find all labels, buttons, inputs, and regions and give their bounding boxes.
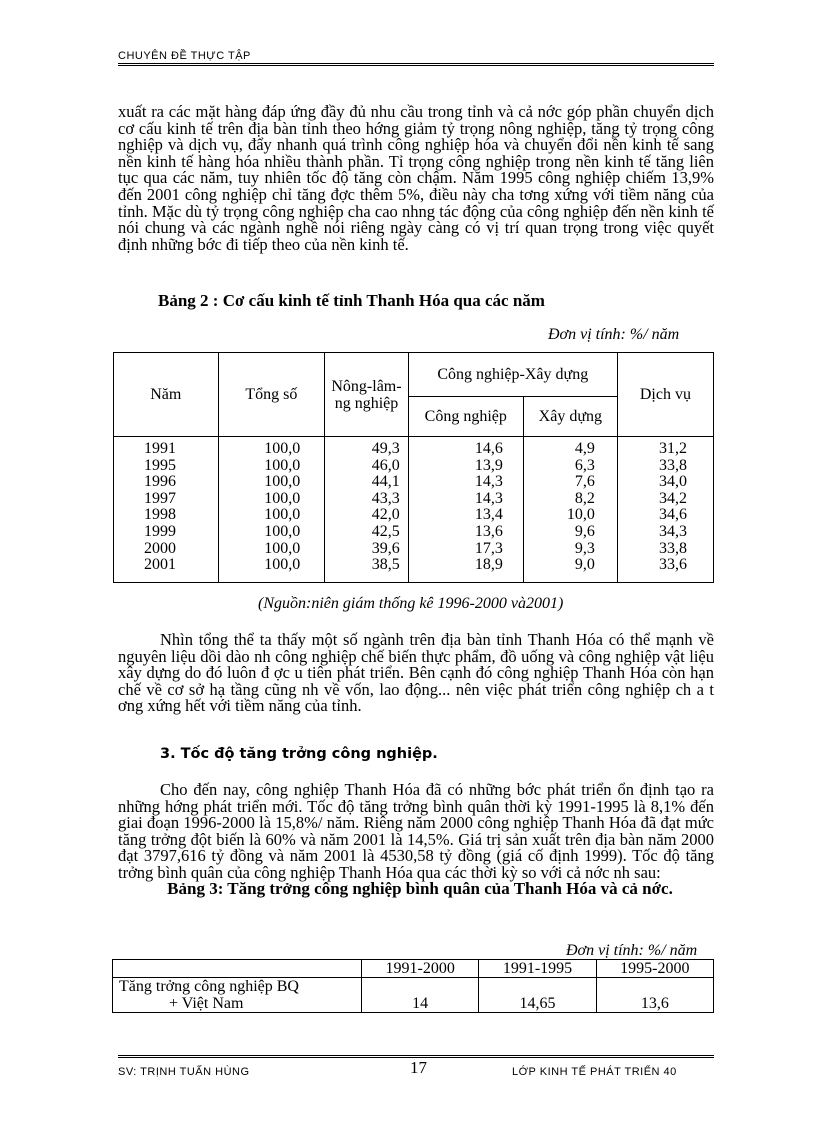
paragraph-1	[118, 104, 714, 253]
col-industry-group-header: Công nghiệp-Xây dựng	[408, 353, 617, 397]
table-3-unit: Đơn vị tính: %/ năm	[566, 942, 698, 959]
industry-cells: 14,6 13,9 14,3 14,3 13,4 13,6 17,3 18,9	[408, 437, 523, 583]
table-3-corner	[113, 960, 362, 978]
table-2-title: Bảng 2 : Cơ cấu kinh tế tỉnh Thanh Hóa qua các năm	[158, 291, 545, 310]
table-3-row-label-line-2: + Việt Nam	[169, 995, 244, 1012]
year-cells: 1991 1995 1996 1997 1998 1999 2000 2001	[114, 437, 219, 583]
table-2-unit: Đơn vị tính: %/ năm	[548, 326, 680, 343]
table-3-value-1: 14	[362, 978, 479, 1013]
table-3-title: Bảng 3: Tăng trởng công nghiệp bình quân của Thanh Hóa và cả nớc.	[167, 879, 673, 898]
paragraph-2-text: Nhìn tổng thể ta thấy một số ngành trên địa bàn tỉnh Thanh Hóa có thể mạnh về nguyên liệu dồi dào nh công nghiệp chế biến thực phẩm, đồ uống và công nghiệp vật liệu xây dựng do đó luôn đ ợc u tiên phát triển. Bên cạnh đó công nghiệp Thanh Hóa còn hạn chế về cơ sở hạ tầng cũng nh về vốn, lao động... nên việc phát triển công nghiệp ch a t ơng xứng hết với tiềm năng của tỉnh.	[118, 630, 714, 716]
col-agri-header: Nông-lâm- ng nghiệp	[325, 353, 408, 437]
section-3-heading: 3. Tốc độ tăng trởng công nghiệp.	[160, 746, 438, 762]
footer-class: LỚP KINH TẾ PHÁT TRIỂN 40	[512, 1066, 677, 1078]
construction-cells: 4,9 6,3 7,6 8,2 10,0 9,6 9,3 9,0	[523, 437, 617, 583]
table-3	[112, 959, 714, 1013]
header-rule	[118, 63, 714, 66]
table-2-body	[114, 437, 714, 583]
table-3-col-1: 1991-2000	[362, 960, 479, 978]
table-3-value-3: 13,6	[596, 978, 713, 1013]
footer-author: SV: TRỊNH TUẤN HÙNG	[118, 1066, 250, 1078]
table-3-col-2: 1991-1995	[479, 960, 596, 978]
table-3-col-3: 1995-2000	[596, 960, 713, 978]
table-3-row-label-line-1: Tăng trởng công nghiệp BQ	[119, 978, 299, 995]
paragraph-3	[118, 782, 714, 882]
col-year-header: Năm	[114, 353, 219, 437]
agri-cells: 49,3 46,0 44,1 43,3 42,0 42,5 39,6 38,5	[325, 437, 408, 583]
table-2-source: (Nguồn:niên giám thống kê 1996-2000 và2001)	[258, 595, 564, 612]
paragraph-2	[118, 632, 714, 715]
col-industry-header: Công nghiệp	[408, 397, 523, 437]
running-header: CHUYÊN ĐỀ THỰC TẬP	[118, 50, 251, 62]
table-2	[113, 352, 714, 583]
services-cells: 31,2 33,8 34,0 34,2 34,6 34,3 33,8 33,6	[617, 437, 713, 583]
col-construction-header: Xây dựng	[523, 397, 617, 437]
page-number: 17	[410, 1058, 427, 1077]
paragraph-3-text: Cho đến nay, công nghiệp Thanh Hóa đã có những bớc phát triển ổn định tạo ra những hớng phát triển mới. Tốc độ tăng trởng bình quân thời kỳ 1991-1995 là 8,1% đến giai đoạn 1996-2000 là 15,8%/ năm. Riêng năm 2000 công nghiệp Thanh Hóa đã đạt mức tăng trởng đột biến là 60% và năm 2001 là 14,5%. Giá trị sản xuất trên địa bàn năm 2000 đạt 3797,616 tỷ đồng và năm 2001 là 4530,58 tỷ đồng (giá cố định 1999). Tốc độ tăng trởng bình quân của công nghiệp Thanh Hóa qua các thời kỳ so với cả nớc nh sau:	[118, 780, 714, 882]
table-3-value-2: 14,65	[479, 978, 596, 1013]
col-services-header: Dịch vụ	[617, 353, 713, 437]
table-3-row-label	[113, 978, 362, 1013]
col-total-header: Tổng số	[218, 353, 325, 437]
paragraph-1-text: xuất ra các mặt hàng đáp ứng đầy đủ nhu cầu trong tỉnh và cả nớc góp phần chuyển dịch cơ cấu kinh tế trên địa bàn tỉnh theo hớng giảm tỷ trọng nông nghiệp, tăng tỷ trọng công nghiệp và dịch vụ, đẩy nhanh quá trình công nghiệp hóa và chuyển đổi nền kinh tế sang nền kinh tế hàng hóa nhiều thành phần. Tỉ trọng công nghiệp trong nền kinh tế tăng liên tục qua các năm, tuy nhiên tốc độ tăng còn chậm. Năm 1995 công nghiệp chiếm 13,9% đến 2001 công nghiệp chỉ tăng đợc thêm 5%, điều này cha tơng xứng với tiềm năng của tỉnh. Mặc dù tỷ trọng công nghiệp cha cao nhng tác động của công nghiệp đến nền kinh tế nói chung và các ngành nghề nói riêng ngày càng có vị trí quan trọng trong việc quyết định những bớc đi tiếp theo của nền kinh tế.	[118, 102, 714, 254]
total-cells: 100,0 100,0 100,0 100,0 100,0 100,0 100,0 100,0	[218, 437, 325, 583]
